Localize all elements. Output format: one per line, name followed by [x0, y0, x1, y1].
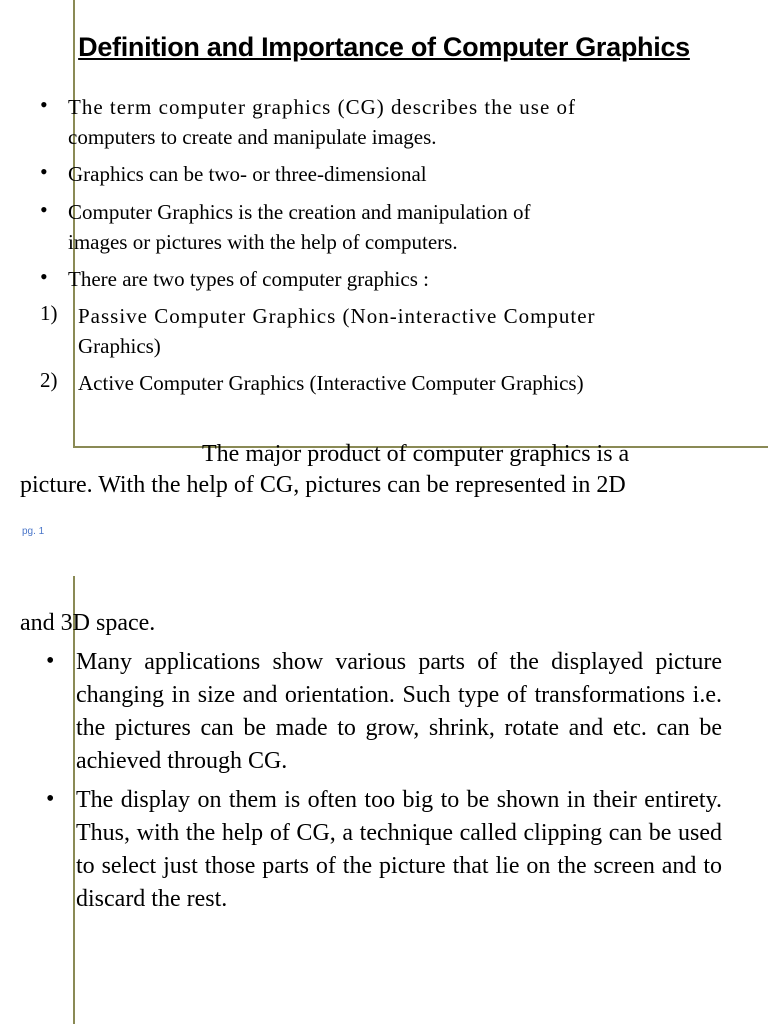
- bullet-dot: •: [40, 159, 48, 184]
- applications-bullet: Many applications show various parts of the displayed picture changing in size and orientation. Such type of transformations i.e. the pictures can be made to grow, shrink, rotate and etc. can be achieved through CG.: [76, 649, 722, 774]
- margin-rule-bottom: [73, 576, 75, 1024]
- type-2-number: 2): [40, 368, 58, 392]
- page-title: Definition and Importance of Computer Graphics: [78, 32, 690, 62]
- bullet-dot: •: [40, 264, 48, 289]
- bullet-3-line-1: Computer Graphics is the creation and manipulation of: [68, 200, 531, 224]
- type-1-number: 1): [40, 301, 58, 325]
- type-2-line-1: Active Computer Graphics (Interactive Computer Graphics): [78, 371, 584, 395]
- bullet-4: There are two types of computer graphics :: [68, 267, 429, 291]
- bullet-1-line-1: The term computer graphics (CG) describes the use of: [68, 95, 577, 119]
- type-1-line-1: Passive Computer Graphics (Non-interactive Computer: [78, 304, 596, 328]
- bullet-1-line-2: computers to create and manipulate images.: [68, 125, 437, 149]
- bullet-dot: •: [40, 92, 48, 117]
- bullet-dot: •: [46, 786, 55, 812]
- bullet-dot: •: [46, 648, 55, 674]
- major-product-line-2: picture. With the help of CG, pictures can be represented in 2D: [20, 472, 626, 498]
- page-number: pg. 1: [22, 526, 45, 537]
- display-bullet: The display on them is often too big to be shown in their entirety. Thus, with the help of CG, a technique called clipping can be used to select just those parts of the picture that lie on the screen and to discard the rest.: [76, 787, 722, 912]
- continued-text: and 3D space.: [20, 610, 156, 636]
- bullet-dot: •: [40, 197, 48, 222]
- type-1-line-2: Graphics): [78, 334, 161, 358]
- bullet-3-line-2: images or pictures with the help of computers.: [68, 230, 458, 254]
- bullet-2: Graphics can be two- or three-dimensional: [68, 162, 427, 186]
- major-product-line-1: The major product of computer graphics is a: [202, 441, 630, 467]
